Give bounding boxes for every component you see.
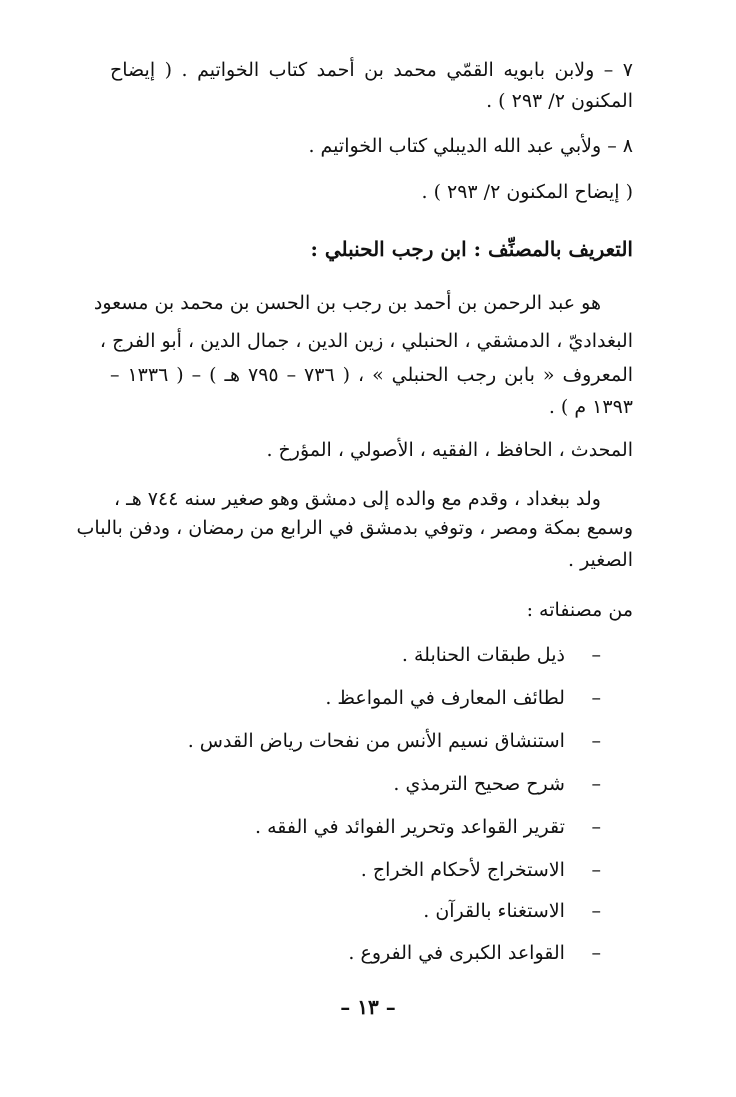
item-7-line-1: ٧ – ولابن بابويه القمّي محمد بن أحمد كتاب الخواتيم . ( إيضاح <box>110 59 633 81</box>
author-heading-name: ابن رجب الحنبلي : <box>310 237 467 261</box>
biography-line-1: هو عبد الرحمن بن أحمد بن رجب بن الحسن بن محمد بن مسعود <box>93 292 601 314</box>
titles-line: المحدث ، الحافظ ، الفقيه ، الأصولي ، المؤرخ . <box>266 439 633 461</box>
list-dash: – <box>591 687 601 709</box>
list-dash: – <box>591 900 601 922</box>
list-dash: – <box>591 816 601 838</box>
author-heading <box>310 236 633 262</box>
list-dash: – <box>591 644 601 666</box>
biography-line-2: البغداديّ ، الدمشقي ، الحنبلي ، زين الدين ، جمال الدين ، أبو الفرج ، <box>99 330 633 352</box>
item-8-line-2: ( إيضاح المكنون ٢/ ٢٩٣ ) . <box>421 181 633 203</box>
works-item-text: لطائف المعارف في المواعظ . <box>325 687 565 709</box>
works-list-item <box>423 898 601 924</box>
works-list-item <box>188 728 601 754</box>
biography-line-3: المعروف « بابن رجب الحنبلي » ، ( ٧٣٦ – ٧٩٥ هـ ) – ( ١٣٣٦ – <box>110 364 634 386</box>
page-number: – ١٣ – <box>340 995 396 1019</box>
list-dash: – <box>591 773 601 795</box>
biography-line-4: ١٣٩٣ م ) . <box>548 396 633 418</box>
works-list-item <box>361 857 601 883</box>
works-list-item <box>325 685 601 711</box>
works-list-item <box>393 771 601 797</box>
works-item-text: ذيل طبقات الحنابلة . <box>401 644 565 666</box>
works-item-text: الاستغناء بالقرآن . <box>423 900 565 922</box>
works-list-item <box>402 642 601 668</box>
works-item-text: شرح صحيح الترمذي . <box>393 773 565 795</box>
item-8-line-1: ٨ – ولأبي عبد الله الديبلي كتاب الخواتيم . <box>308 135 633 157</box>
list-dash: – <box>591 730 601 752</box>
works-item-text: استنشاق نسيم الأنس من نفحات رياض القدس . <box>187 730 565 752</box>
life-line-3: الصغير . <box>567 549 633 571</box>
item-7-line-2: المكنون ٢/ ٢٩٣ ) . <box>486 90 633 112</box>
works-list-item <box>348 940 601 966</box>
author-heading-label: التعريف بالمصنِّف : <box>473 237 633 261</box>
works-item-text: الاستخراج لأحكام الخراج . <box>360 859 565 881</box>
life-line-2: وسمع بمكة ومصر ، وتوفي بدمشق في الرابع من رمضان ، ودفن بالباب <box>76 517 633 539</box>
works-item-text: تقرير القواعد وتحرير الفوائد في الفقه . <box>255 816 565 838</box>
works-heading: من مصنفاته : <box>526 599 633 621</box>
list-dash: – <box>591 942 601 964</box>
life-line-1: ولد ببغداد ، وقدم مع والده إلى دمشق وهو صغير سنه ٧٤٤ هـ ، <box>113 488 601 510</box>
works-item-text: القواعد الكبرى في الفروع . <box>348 942 565 964</box>
works-list-item <box>255 814 601 840</box>
list-dash: – <box>591 859 601 881</box>
